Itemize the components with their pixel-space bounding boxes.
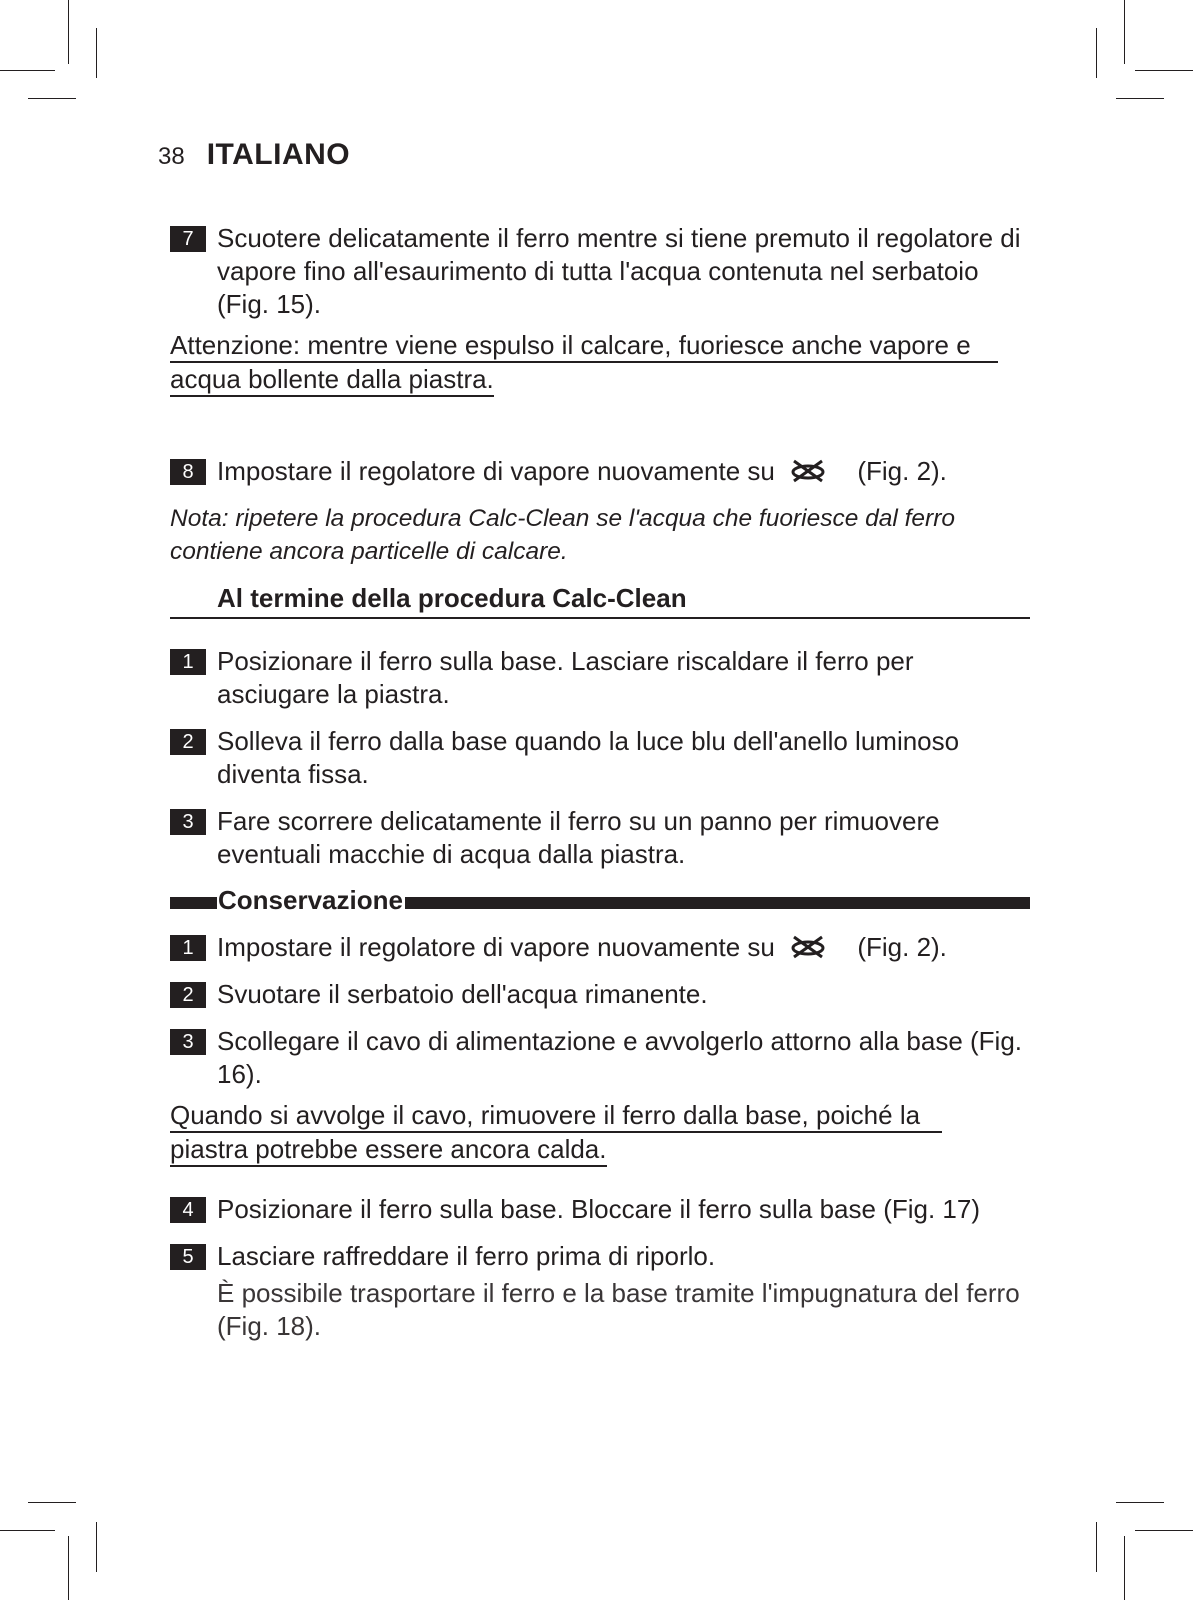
steam-off-icon <box>788 458 828 484</box>
crop-mark <box>0 1530 55 1531</box>
step-3 <box>170 805 1030 871</box>
storage-step-5 <box>170 1240 1030 1343</box>
step-text-figure: (Fig. 2). <box>857 932 947 962</box>
step-text: Scuotere delicatamente il ferro mentre si tiene premuto il regolatore di vapore fino all'esaurimento di tutta l'acqua contenuta nel serbatoio (Fig. 15). <box>217 223 1021 319</box>
steam-off-icon <box>788 934 828 960</box>
crop-mark <box>96 28 97 78</box>
crop-mark <box>1096 28 1097 78</box>
warning-hot-soleplate <box>170 1099 942 1167</box>
step-number: 3 <box>170 809 206 835</box>
crop-mark <box>1096 1522 1097 1572</box>
step-number: 4 <box>170 1197 206 1223</box>
warning-line: piastra potrebbe essere ancora calda. <box>170 1133 607 1167</box>
step-number: 8 <box>170 459 206 485</box>
step-number: 5 <box>170 1244 206 1270</box>
storage-step-3 <box>170 1025 1030 1091</box>
page-header <box>158 138 350 172</box>
section-title: Conservazione <box>218 885 403 915</box>
step-text: Scollegare il cavo di alimentazione e avvolgerlo attorno alla base (Fig. 16). <box>217 1026 1022 1089</box>
page-content <box>170 222 1030 1357</box>
language-title: ITALIANO <box>206 138 351 171</box>
step-text: Impostare il regolatore di vapore nuovamente su <box>217 932 775 962</box>
crop-mark <box>1116 1502 1164 1503</box>
step-text: Svuotare il serbatoio dell'acqua rimanente. <box>217 979 708 1009</box>
step-text: Solleva il ferro dalla base quando la luce blu dell'anello luminoso diventa fissa. <box>217 726 960 789</box>
warning-line: acqua bollente dalla piastra. <box>170 363 494 397</box>
crop-mark <box>1124 1536 1125 1600</box>
step-number: 2 <box>170 729 206 755</box>
step-text: Fare scorrere delicatamente il ferro su un panno per rimuovere eventuali macchie di acqua dalla piastra. <box>217 806 940 869</box>
crop-mark <box>28 1502 76 1503</box>
step-number: 1 <box>170 935 206 961</box>
crop-mark <box>68 1536 69 1600</box>
crop-mark <box>96 1522 97 1572</box>
step-number: 7 <box>170 226 206 252</box>
step-1 <box>170 645 1030 711</box>
section-heading-after-calc-clean: Al termine della procedura Calc-Clean <box>170 582 1030 619</box>
step-text: Lasciare raffreddare il ferro prima di riporlo. <box>217 1241 716 1271</box>
crop-mark <box>1116 98 1164 99</box>
step-7 <box>170 222 1030 321</box>
step-number: 2 <box>170 982 206 1008</box>
storage-step-1 <box>170 931 1030 964</box>
storage-step-2 <box>170 978 1030 1011</box>
crop-mark <box>1124 0 1125 64</box>
crop-mark <box>28 98 76 99</box>
section-heading-storage <box>170 885 1030 915</box>
storage-step-4 <box>170 1193 1030 1226</box>
warning-line: Attenzione: mentre viene espulso il calcare, fuoriesce anche vapore e <box>170 329 998 363</box>
step-number: 1 <box>170 649 206 675</box>
crop-mark <box>68 0 69 64</box>
crop-mark <box>1135 70 1193 71</box>
step-subtext: È possibile trasportare il ferro e la base tramite l'impugnatura del ferro (Fig. 18). <box>217 1278 1020 1341</box>
step-text: Posizionare il ferro sulla base. Bloccare il ferro sulla base (Fig. 17) <box>217 1194 981 1224</box>
crop-mark <box>1135 1530 1193 1531</box>
step-2 <box>170 725 1030 791</box>
warning-boiling-water <box>170 329 998 397</box>
note: Nota: ripetere la procedura Calc-Clean se l'acqua che fuoriesce dal ferro contiene ancora particelle di calcare. <box>170 505 956 565</box>
step-text: Posizionare il ferro sulla base. Lasciare riscaldare il ferro per asciugare la piastra. <box>217 646 914 709</box>
step-number: 3 <box>170 1029 206 1055</box>
page-number: 38 <box>158 143 185 170</box>
step-text: Impostare il regolatore di vapore nuovamente su <box>217 456 775 486</box>
crop-mark <box>0 70 55 71</box>
warning-line: Quando si avvolge il cavo, rimuovere il ferro dalla base, poiché la <box>170 1099 942 1133</box>
step-text-figure: (Fig. 2). <box>857 456 947 486</box>
step-8 <box>170 455 1030 488</box>
